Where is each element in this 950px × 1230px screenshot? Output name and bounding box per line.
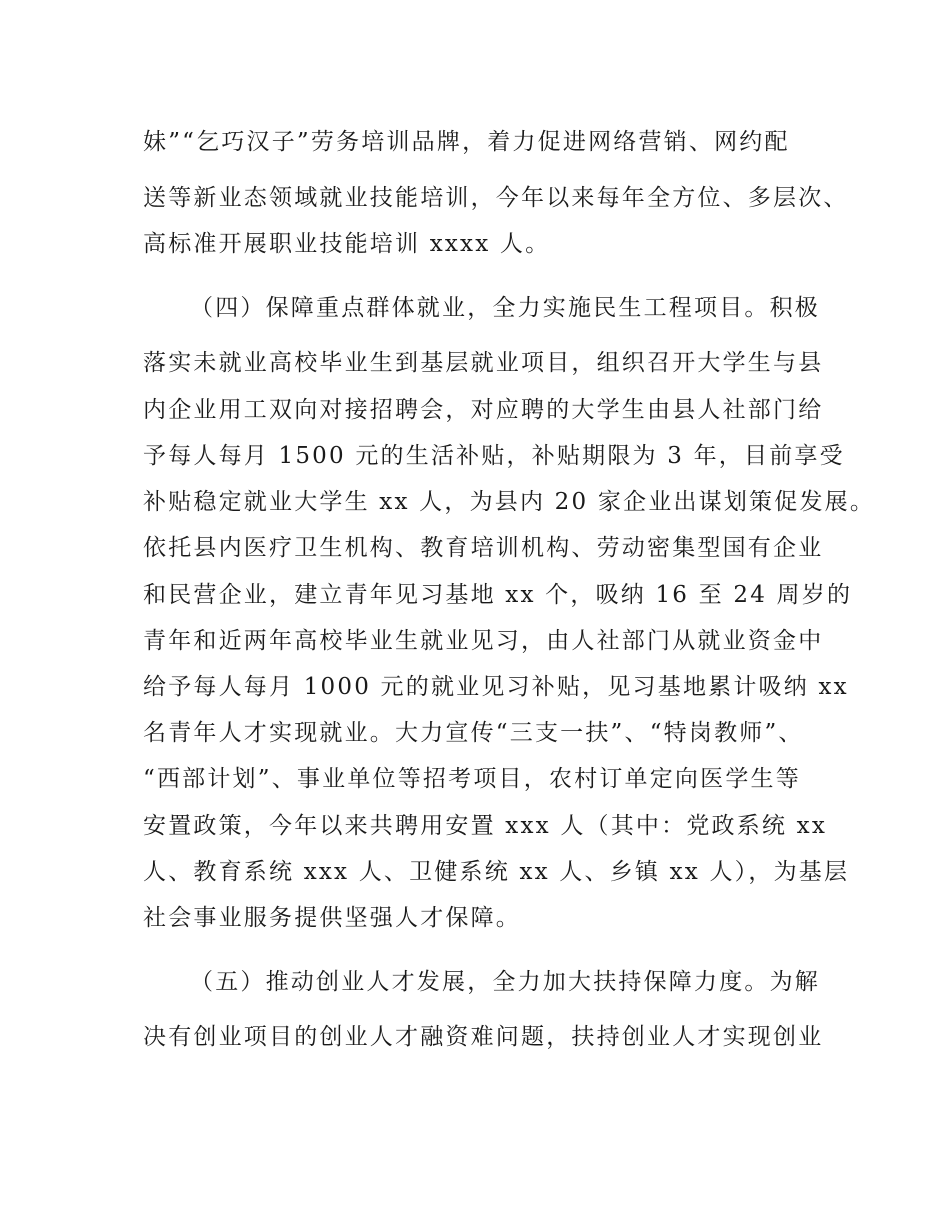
- text-line: 送等新业态领域就业技能培训，今年以来每年全方位、多层次、: [143, 185, 849, 211]
- text-line: 名青年人才实现就业。大力宣传“三支一扶”、“特岗教师”、: [143, 720, 804, 746]
- text-line: 和民营企业，建立青年见习基地 xx 个，吸纳 16 至 24 周岁的: [143, 582, 853, 608]
- text-line: 给予每人每月 1000 元的就业见习补贴，见习基地累计吸纳 xx: [143, 674, 849, 700]
- paragraph-heading-line: （四）保障重点群体就业，全力实施民生工程项目。积极: [190, 295, 820, 321]
- text-line: 高标准开展职业技能培训 xxxx 人。: [143, 231, 551, 257]
- text-line: 人、教育系统 xxx 人、卫健系统 xx 人、乡镇 xx 人），为基层: [143, 859, 850, 885]
- text-line: 妹”“乞巧汉子”劳务培训品牌，着力促进网络营销、网约配: [143, 129, 790, 155]
- text-line: 安置政策，今年以来共聘用安置 xxx 人（其中：党政系统 xx: [143, 813, 827, 839]
- text-line: 内企业用工双向对接招聘会，对应聘的大学生由县人社部门给: [143, 397, 824, 423]
- text-line: 落实未就业高校毕业生到基层就业项目，组织召开大学生与县: [143, 350, 824, 376]
- text-line: 予每人每月 1500 元的生活补贴，补贴期限为 3 年，目前享受: [143, 443, 845, 469]
- text-line: 依托县内医疗卫生机构、教育培训机构、劳动密集型国有企业: [143, 535, 824, 561]
- text-line: 社会事业服务提供坚强人才保障。: [143, 905, 521, 931]
- text-line: “西部计划”、事业单位等招考项目，农村订单定向医学生等: [143, 766, 801, 792]
- text-line: 青年和近两年高校毕业生就业见习，由人社部门从就业资金中: [143, 628, 824, 654]
- text-line: 决有创业项目的创业人才融资难问题，扶持创业人才实现创业: [143, 1024, 824, 1050]
- text-line: 补贴稳定就业大学生 xx 人，为县内 20 家企业出谋划策促发展。: [143, 489, 876, 515]
- paragraph-heading-line: （五）推动创业人才发展，全力加大扶持保障力度。为解: [190, 969, 820, 995]
